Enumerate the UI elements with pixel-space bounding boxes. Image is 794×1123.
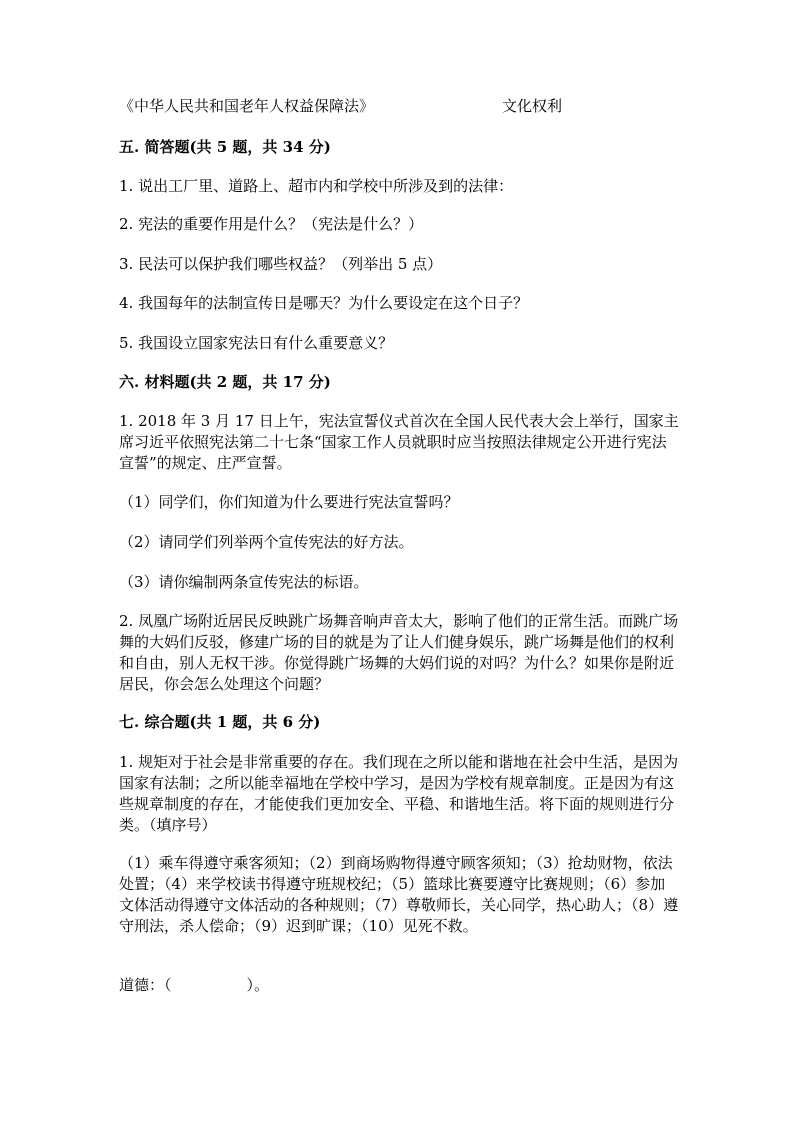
section6-q1-sub2: （2）请同学们列举两个宣传宪法的好方法。 xyxy=(119,533,414,551)
right-item: 文化权利 xyxy=(502,97,563,115)
section6-q1-sub3: （3）请你编制两条宣传宪法的标语。 xyxy=(119,573,369,591)
section7-q1-text: 1. 规矩对于社会是非常重要的存在。我们现在之所以能和谐地在社会中生活，是因为国家有法制；之所以能幸福地在学校中学习，是因为学校有规章制度。正是因为有这些规章制度的存在，才能使我们更加安全、平稳、和谐地生活。将下面的规则进行分类。（填序号） xyxy=(119,753,679,834)
law-name: 《中华人民共和国老年人权益保障法》 xyxy=(119,97,375,115)
section5-q1: 1. 说出工厂里、道路上、超市内和学校中所涉及到的法律： xyxy=(119,177,514,195)
section6-q2-text: 2. 凤凰广场附近居民反映跳广场舞音响声音太大，影响了他们的正常生活。而跳广场舞的大妈们反驳，修建广场的目的就是为了让人们健身娱乐，跳广场舞是他们的权利和自由，别人无权干涉。你觉得跳广场舞的大妈们说的对吗？为什么？如果你是附近居民，你会怎么处理这个问题？ xyxy=(119,612,679,693)
section5-q2: 2. 宪法的重要作用是什么？（宪法是什么？） xyxy=(119,215,424,233)
section7-rules: （1）乘车得遵守乘客须知；（2）到商场购物得遵守顾客须知；（3）抢劫财物，依法处置；（4）来学校读书得遵守班规校纪；（5）篮球比赛要遵守比赛规则；（6）参加文体活动得遵守文体活动的各种规则；（7）尊敬师长，关心同学，热心助人；（8）遵守刑法，杀人偿命；（9）迟到旷课；（10）见死不救。 xyxy=(119,854,679,935)
section6-q1-text: 1. 2018 年 3 月 17 日上午，宪法宣誓仪式首次在全国人民代表大会上举行，国家主席习近平依照宪法第二十七条“国家工作人员就职时应当按照法律规定公开进行宪法宣誓”的规定、庄严宣誓。 xyxy=(119,412,679,472)
section5-heading: 五. 简答题(共 5 题，共 34 分) xyxy=(119,138,331,156)
section6-q1-sub1: （1）同学们，你们知道为什么要进行宪法宣誓吗？ xyxy=(119,493,459,511)
section5-q3: 3. 民法可以保护我们哪些权益？（列举出 5 点） xyxy=(119,255,443,273)
section7-answer-line: 道德：（ ）。 xyxy=(119,976,270,994)
section5-q5: 5. 我国设立国家宪法日有什么重要意义？ xyxy=(119,334,394,352)
section6-heading: 六. 材料题(共 2 题，共 17 分) xyxy=(119,373,331,391)
section5-q4: 4. 我国每年的法制宣传日是哪天？为什么要设定在这个日子？ xyxy=(119,294,529,312)
section7-heading: 七. 综合题(共 1 题，共 6 分) xyxy=(119,713,321,731)
